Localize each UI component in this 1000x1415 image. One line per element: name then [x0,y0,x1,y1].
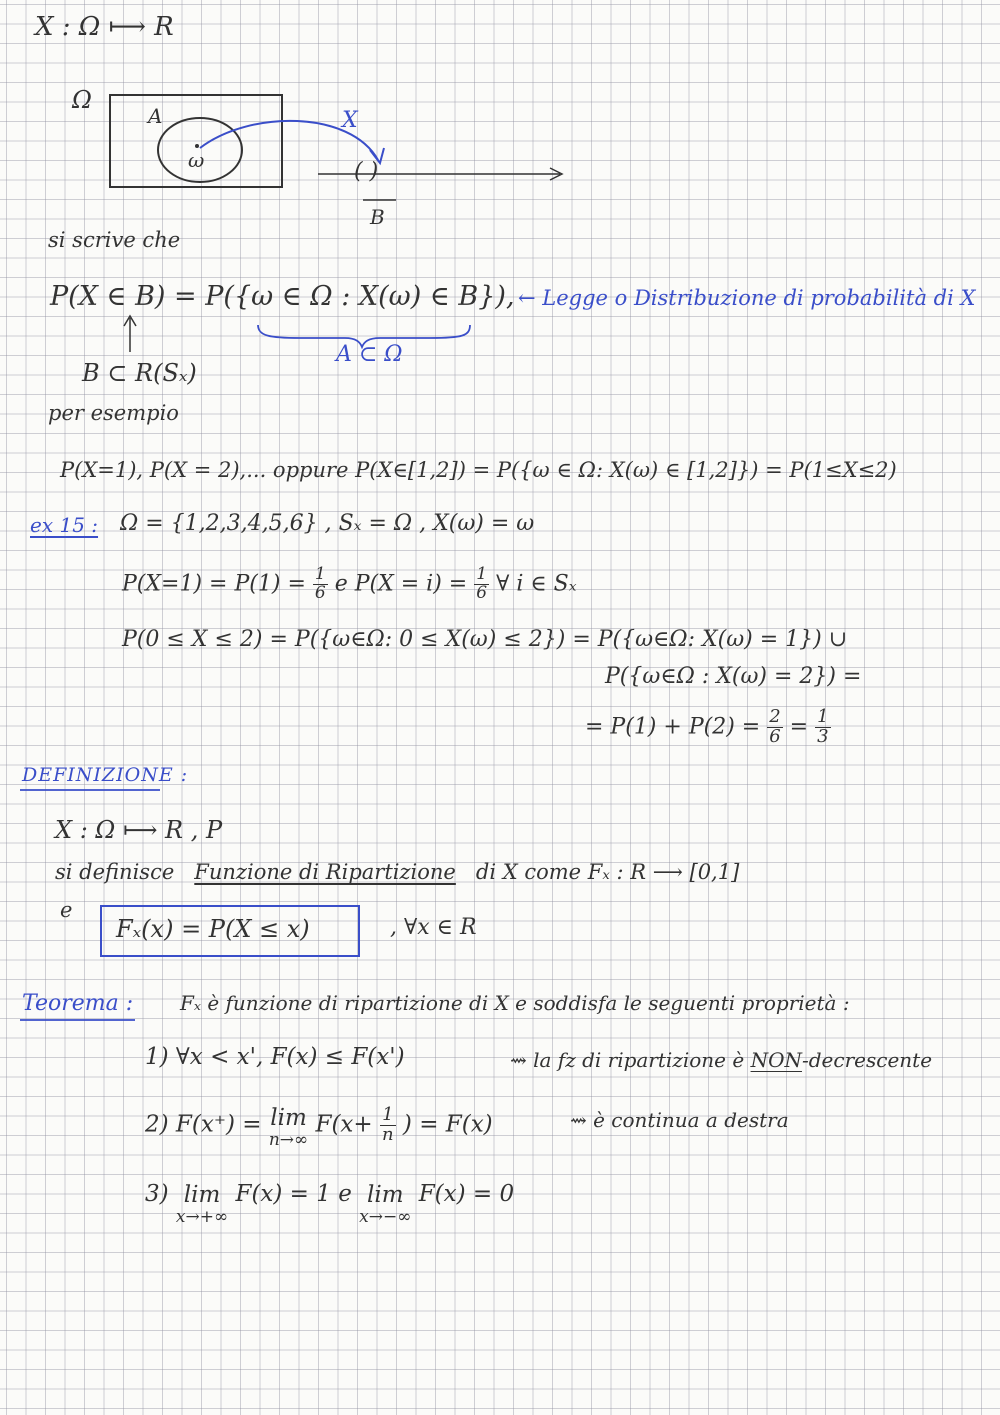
b-subset-text: B ⊂ R(Sₓ) [82,359,197,387]
limit-x-plus-infinity [176,1183,228,1227]
lim-subscript: x→+∞ [175,1207,229,1228]
definizione-title: DEFINIZIONE : [22,764,189,786]
property-1-formula: 1) ∀x < x', F(x) ≤ F(x') [145,1044,405,1070]
ex15-line5-a: = P(1) + P(2) = [585,714,768,740]
ex15-line3: P(0 ≤ X ≤ 2) = P({ω∈Ω: 0 ≤ X(ω) ≤ 2}) = P({ω∈Ω: X(ω) = 1}) ∪ [122,627,848,652]
set-b-label: B [370,205,385,229]
definizione-forall: , ∀x ∈ R [390,915,477,940]
definizione-line2-b: di X come Fₓ : R ⟶ [0,1] [475,860,740,884]
property-2-note: ⇝ è continua a destra [570,1108,789,1132]
property-3-formula [145,1183,514,1227]
property-2-c: ) = F(x) [402,1111,493,1138]
property-1-note [510,1050,932,1070]
funzione-ripartizione-term: Funzione di Ripartizione [194,860,456,884]
set-a-label: A [148,104,163,128]
omega-sample-space-box [110,95,282,187]
frac-den: 3 [817,725,829,747]
property-1-note-b: -decrescente [801,1048,933,1072]
ex15-label: ex 15 : [30,513,99,537]
non-emphasis: NON [750,1048,802,1072]
frac-den: 6 [314,582,326,603]
definizione-e: e [60,898,73,922]
limit-n-infinity [269,1106,308,1150]
fraction-one-sixth [313,566,328,603]
boxed-definition-formula: Fₓ(x) = P(X ≤ x) [116,915,310,943]
fraction-two-sixths [767,708,782,747]
lim-text: lim [366,1182,404,1208]
examples-line: P(X=1), P(X = 2),... oppure P(X∈[1,2]) = P({ω ∈ Ω: X(ω) ∈ [1,2]}) = P(1≤X≤2) [60,458,897,482]
frac-den: 6 [769,725,781,747]
brace-label: A ⊂ Ω [336,342,403,367]
lim-text: lim [270,1105,307,1131]
omega-point-label: ω [188,148,205,172]
frac-num: 1 [314,564,326,584]
si-scrive-text: si scrive che [48,228,181,252]
lim-text: lim [183,1182,221,1208]
arrow-x-label: X [342,108,358,133]
property-1-note-a: ⇝ la fz di ripartizione è [510,1048,751,1072]
property-2-formula [145,1106,493,1150]
ex15-line4: P({ω∈Ω : X(ω) = 2}) = [605,664,862,689]
ex15-line1: Ω = {1,2,3,4,5,6} , Sₓ = Ω , X(ω) = ω [120,511,535,536]
frac-num: 1 [817,706,829,727]
frac-num: 1 [380,1106,396,1126]
definizione-line2-a: si definisce [55,860,175,884]
ex15-line5 [585,708,831,747]
legge-annotation: ← Legge o Distribuzione di probabilità di X [518,286,976,310]
ex15-line5-b: = [789,714,816,740]
ex15-line2-a: P(X=1) = P(1) = [122,571,313,597]
teorema-title: Teorema : [22,991,134,1016]
fraction-one-over-n [380,1106,396,1145]
interval-label: ( ) [354,159,379,184]
lim-subscript: n→∞ [268,1130,309,1151]
fraction-one-sixth-b [474,566,489,603]
definizione-line2 [55,862,739,883]
property-2-a: 2) F(x⁺) = [145,1111,269,1138]
frac-den: 6 [476,582,488,603]
ex15-line2-c: ∀ i ∈ Sₓ [496,571,577,597]
frac-num: 1 [476,564,488,584]
mapping-header: X : Ω ⟼ R [35,12,174,42]
fraction-one-third [815,708,830,747]
lim-subscript: x→−∞ [359,1207,412,1228]
probability-law-formula: P(X ∈ B) = P({ω ∈ Ω : X(ω) ∈ B}), [50,281,515,312]
property-3-b: F(x) = 1 e [235,1181,360,1207]
teorema-intro: Fₓ è funzione di ripartizione di X e soddisfa le seguenti proprietà : [180,991,850,1015]
frac-num: 2 [769,706,781,727]
limit-x-minus-infinity [359,1183,411,1227]
ex15-line2-b: e P(X = i) = [334,571,475,597]
property-3-c: F(x) = 0 [418,1181,515,1207]
property-2-b: F(x+ [315,1111,373,1138]
definizione-line1: X : Ω ⟼ R , P [55,816,223,844]
ex15-line2 [122,566,577,603]
property-3-a: 3) [145,1181,176,1207]
per-esempio-text: per esempio [48,401,179,425]
frac-den: n [382,1123,394,1145]
omega-label: Ω [72,86,92,114]
